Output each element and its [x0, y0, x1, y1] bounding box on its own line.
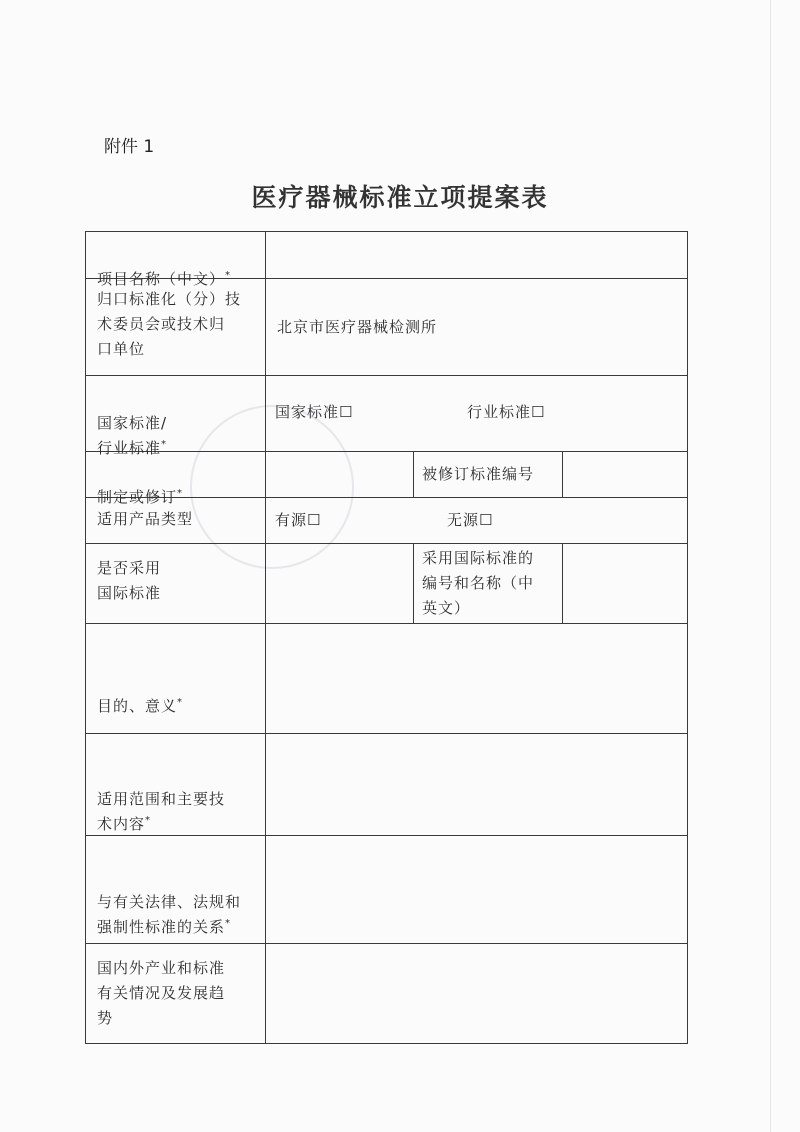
revision-field[interactable] — [266, 452, 413, 497]
adopt-intl-field[interactable] — [266, 544, 413, 623]
attachment-label: 附件 1 — [104, 137, 155, 157]
intl-standard-name-label: 采用国际标准的 编号和名称（中 英文） — [422, 549, 535, 617]
scope-field[interactable] — [266, 734, 687, 835]
purpose-field[interactable] — [266, 624, 687, 733]
trends-label: 国内外产业和标准 有关情况及发展趋 势 — [97, 959, 226, 1027]
page-edge-line — [770, 0, 771, 1132]
project-name-field[interactable] — [266, 232, 687, 278]
purpose-label: 目的、意义* — [97, 697, 184, 715]
revised-standard-no-label: 被修订标准编号 — [422, 465, 535, 483]
national-standard-checkbox[interactable]: 国家标准☐ — [275, 403, 354, 421]
intl-standard-name-field[interactable] — [563, 544, 687, 623]
industry-standard-checkbox[interactable]: 行业标准☐ — [467, 403, 546, 421]
project-name-label: 项目名称（中文）* — [97, 270, 232, 288]
scope-label: 适用范围和主要技 术内容* — [97, 790, 226, 833]
standard-level-label: 国家标准/ 行业标准* — [97, 414, 168, 457]
committee-field[interactable]: 北京市医疗器械检测所 — [277, 318, 438, 336]
revision-label: 制定或修订* — [97, 488, 184, 506]
document-title: 医疗器械标准立项提案表 — [251, 183, 549, 212]
proposal-form-table — [85, 231, 688, 1044]
revised-standard-no-field[interactable] — [563, 452, 687, 497]
passive-device-checkbox[interactable]: 无源☐ — [447, 511, 494, 529]
committee-label: 归口标准化（分）技 术委员会或技术归 口单位 — [97, 290, 242, 358]
trends-field[interactable] — [266, 944, 687, 1043]
adopt-intl-label: 是否采用 国际标准 — [97, 559, 162, 602]
product-type-label: 适用产品类型 — [97, 510, 194, 528]
relation-label: 与有关法律、法规和 强制性标准的关系* — [97, 893, 242, 936]
relation-field[interactable] — [266, 836, 687, 943]
active-device-checkbox[interactable]: 有源☐ — [275, 511, 322, 529]
